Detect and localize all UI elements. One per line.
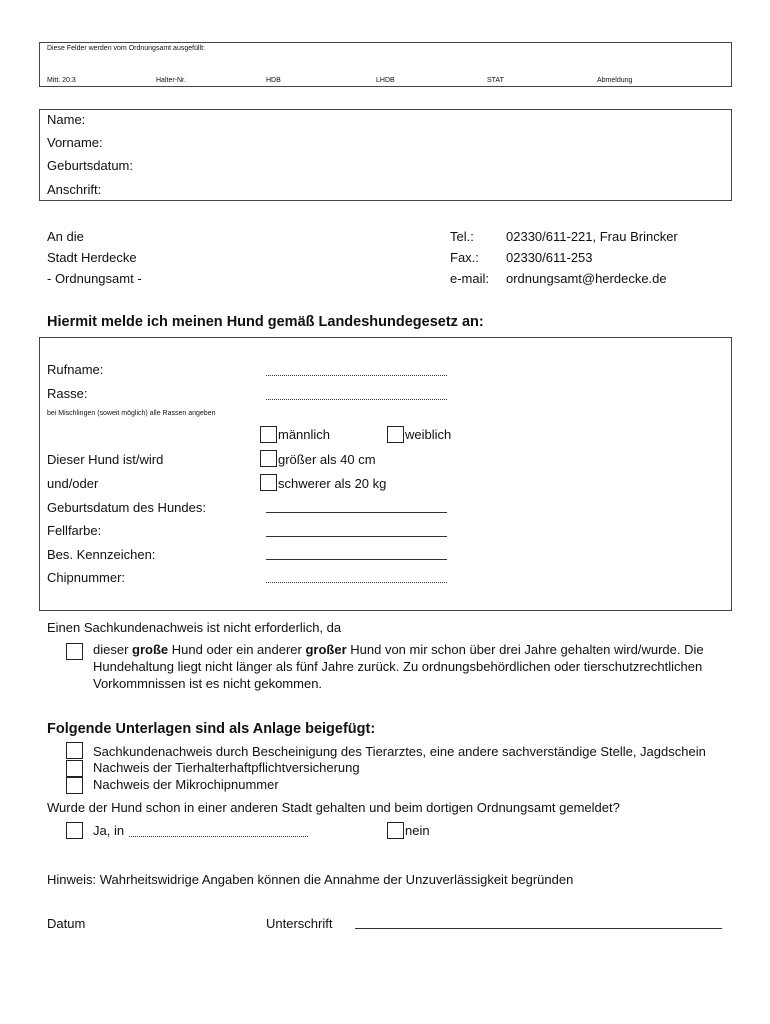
ja-checkbox[interactable] bbox=[66, 822, 83, 839]
anlagen-heading: Folgende Unterlagen sind als Anlage beigefügt: bbox=[47, 721, 376, 737]
unterschrift-label: Unterschrift bbox=[266, 916, 333, 931]
weiblich-checkbox[interactable] bbox=[387, 426, 404, 443]
owner-geburtsdatum-label: Geburtsdatum: bbox=[47, 158, 133, 173]
other-city-question: Wurde der Hund schon in einer anderen Stadt gehalten und beim dortigen Ordnungsamt gemeldet? bbox=[47, 800, 620, 815]
dog-fellfarbe-label: Fellfarbe: bbox=[47, 523, 102, 538]
office-use-caption: Diese Felder werden vom Ordnungsamt ausgefüllt: bbox=[47, 45, 205, 52]
dog-rasse-field[interactable] bbox=[266, 399, 447, 400]
weiblich-label: weiblich bbox=[405, 427, 452, 442]
sachkunde-intro: Einen Sachkundenachweis ist nicht erforderlich, da bbox=[47, 620, 342, 635]
nein-checkbox[interactable] bbox=[387, 822, 404, 839]
ja-city-field[interactable] bbox=[129, 836, 308, 837]
office-field-halter-nr: Halter-Nr. bbox=[156, 77, 186, 84]
owner-vorname-label: Vorname: bbox=[47, 135, 103, 150]
contact-fax-label: Fax.: bbox=[450, 250, 479, 265]
hinweis-text: Hinweis: Wahrheitswidrige Angaben können die Annahme der Unzuverlässigkeit begründen bbox=[47, 872, 574, 887]
anlage-sachkunde-label: Sachkundenachweis durch Bescheinigung des Tierarztes, eine andere sachverständige Stelle, Jagdschein bbox=[93, 744, 706, 759]
groesser-label: größer als 40 cm bbox=[278, 452, 376, 467]
dog-fellfarbe-field[interactable] bbox=[266, 536, 447, 537]
office-field-lhdb: LHDB bbox=[376, 77, 395, 84]
sachkunde-text-line-3: Vorkommnissen ist es nicht gekommen. bbox=[93, 676, 323, 691]
dog-chip-label: Chipnummer: bbox=[47, 570, 126, 585]
ja-label: Ja, in bbox=[93, 823, 125, 838]
dog-chip-field[interactable] bbox=[266, 582, 447, 583]
maennlich-label: männlich bbox=[278, 427, 331, 442]
anlage-sachkunde-checkbox[interactable] bbox=[66, 742, 83, 759]
sachkunde-text-part-3: Hund von mir schon über drei Jahre gehalten wird/wurde. Die bbox=[346, 642, 704, 657]
contact-email-label: e-mail: bbox=[450, 271, 490, 286]
owner-anschrift-label: Anschrift: bbox=[47, 182, 102, 197]
dog-rasse-label: Rasse: bbox=[47, 386, 88, 401]
sachkunde-bold-2: großer bbox=[305, 642, 347, 657]
sachkunde-bold-1: große bbox=[132, 642, 169, 657]
datum-label: Datum bbox=[47, 916, 86, 931]
dog-rufname-label: Rufname: bbox=[47, 362, 104, 377]
recipient-line-2: Stadt Herdecke bbox=[47, 250, 137, 265]
office-field-abmeldung: Abmeldung bbox=[597, 77, 633, 84]
office-field-hdb: HDB bbox=[266, 77, 281, 84]
groesser-checkbox[interactable] bbox=[260, 450, 277, 467]
recipient-line-1: An die bbox=[47, 229, 84, 244]
maennlich-checkbox[interactable] bbox=[260, 426, 277, 443]
dog-kennzeichen-field[interactable] bbox=[266, 559, 447, 560]
dog-geburtsdatum-label: Geburtsdatum des Hundes: bbox=[47, 500, 206, 515]
unterschrift-field[interactable] bbox=[355, 928, 722, 929]
schwerer-label: schwerer als 20 kg bbox=[278, 476, 387, 491]
registration-heading: Hiermit melde ich meinen Hund gemäß Landeshundegesetz an: bbox=[47, 314, 484, 330]
owner-name-label: Name: bbox=[47, 112, 86, 127]
dog-rasse-note: bei Mischlingen (soweit möglich) alle Rassen angeben bbox=[47, 410, 216, 417]
anlage-haftpflicht-label: Nachweis der Tierhalterhaftpflichtversicherung bbox=[93, 760, 360, 775]
anlage-chip-checkbox[interactable] bbox=[66, 777, 83, 794]
dog-geburtsdatum-field[interactable] bbox=[266, 512, 447, 513]
contact-tel-label: Tel.: bbox=[450, 229, 474, 244]
contact-email-value: ordnungsamt@herdecke.de bbox=[506, 271, 667, 286]
office-field-mitt: Mitt. 20.3 bbox=[47, 77, 76, 84]
dog-kennzeichen-label: Bes. Kennzeichen: bbox=[47, 547, 156, 562]
sachkunde-checkbox[interactable] bbox=[66, 643, 83, 660]
sachkunde-text-line-1 bbox=[93, 642, 704, 657]
recipient-line-3: - Ordnungsamt - bbox=[47, 271, 142, 286]
anlage-chip-label: Nachweis der Mikrochipnummer bbox=[93, 777, 279, 792]
owner-box bbox=[39, 109, 732, 201]
sachkunde-text-line-2: Hundehaltung liegt nicht länger als fünf Jahre zurück. Zu ordnungsbehördlichen oder tierschutzrechtlichen bbox=[93, 659, 703, 674]
contact-tel-value: 02330/611-221, Frau Brincker bbox=[506, 229, 678, 244]
sachkunde-text-part-1: dieser bbox=[93, 642, 133, 657]
contact-fax-value: 02330/611-253 bbox=[506, 250, 593, 265]
dog-ist-wird-label: Dieser Hund ist/wird bbox=[47, 452, 164, 467]
office-field-stat: STAT bbox=[487, 77, 504, 84]
schwerer-checkbox[interactable] bbox=[260, 474, 277, 491]
anlage-haftpflicht-checkbox[interactable] bbox=[66, 760, 83, 777]
dog-und-oder-label: und/oder bbox=[47, 476, 99, 491]
nein-label: nein bbox=[405, 823, 430, 838]
dog-rufname-field[interactable] bbox=[266, 375, 447, 376]
dog-box bbox=[39, 337, 732, 611]
sachkunde-text-part-2: Hund oder ein anderer bbox=[168, 642, 306, 657]
